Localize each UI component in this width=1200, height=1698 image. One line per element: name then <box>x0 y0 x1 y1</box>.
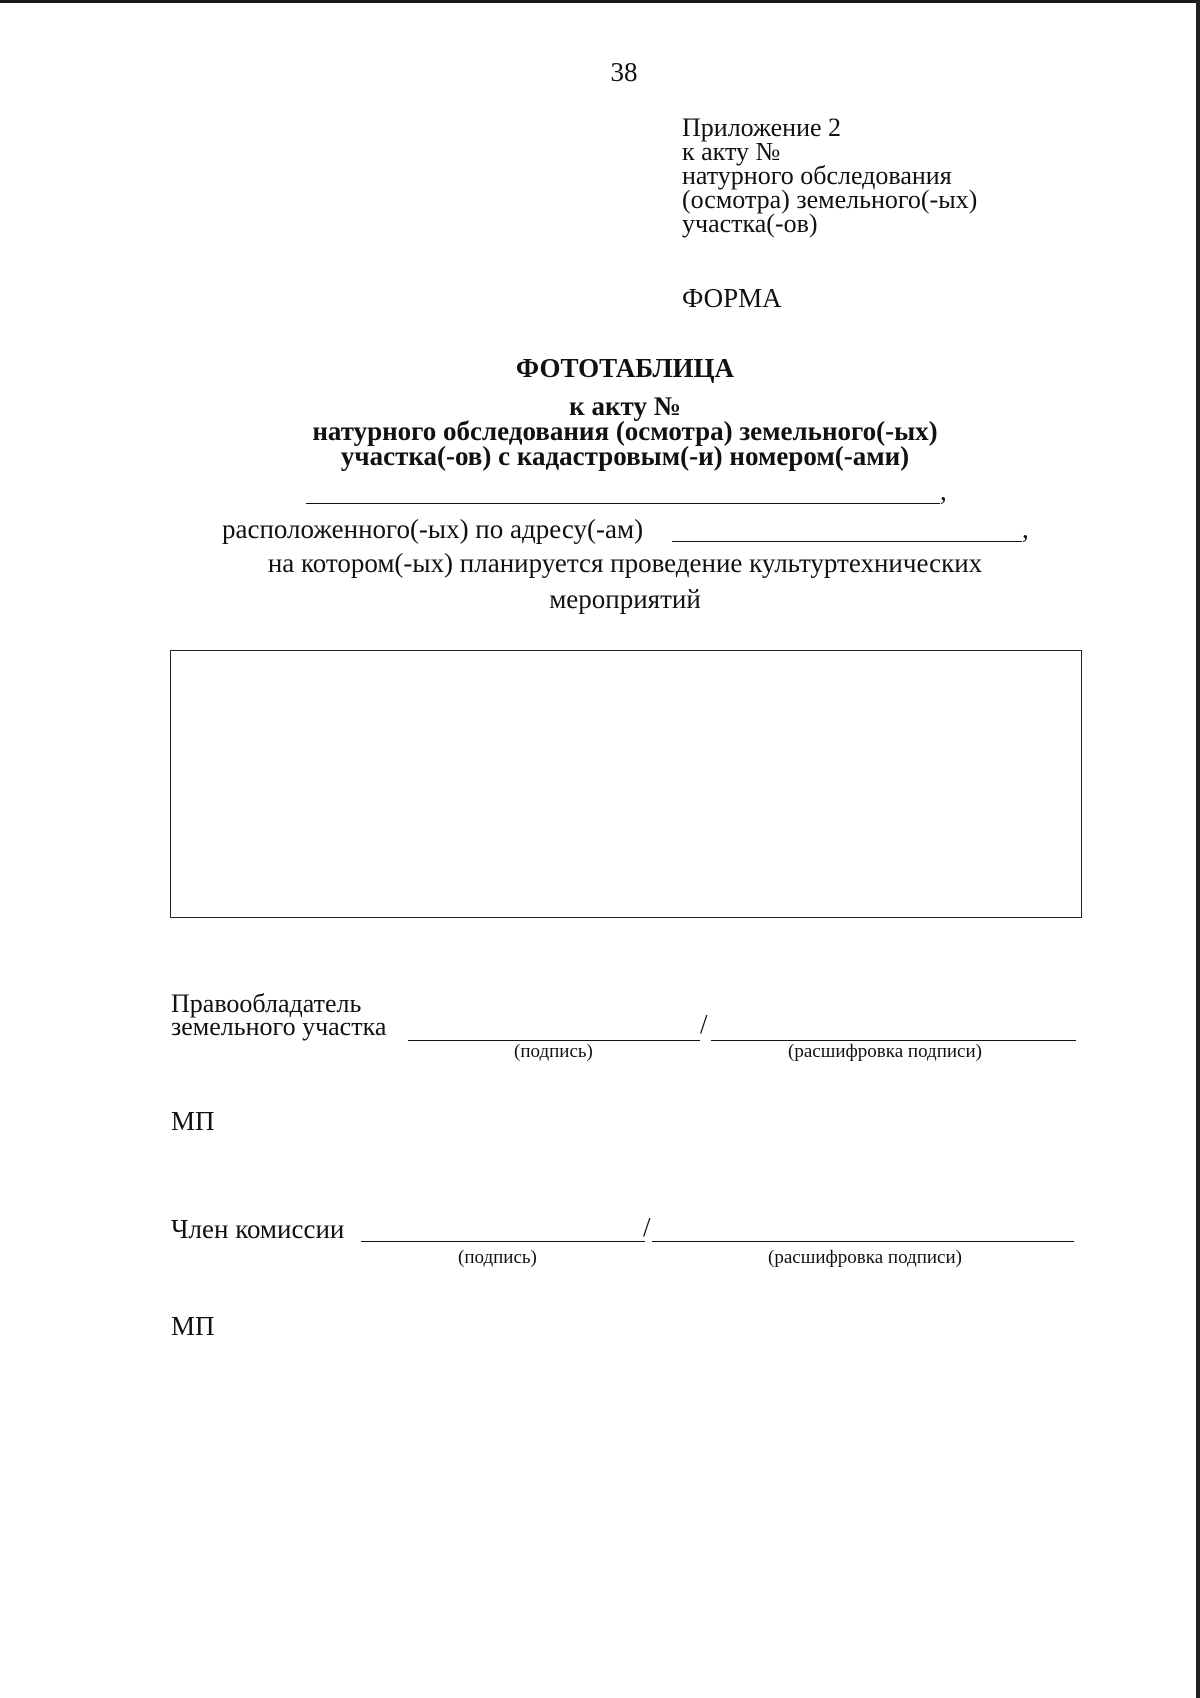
appendix-line: участка(-ов) <box>682 209 818 238</box>
subtitle-line: участка(-ов) с кадастровым(-и) номером(-ами) <box>340 441 910 471</box>
form-label: ФОРМА <box>682 283 782 313</box>
member-decoding-field[interactable] <box>652 1241 1074 1242</box>
address-label: расположенного(-ых) по адресу(-ам) <box>222 514 644 544</box>
appendix-line: к акту № <box>682 137 781 166</box>
purpose-line-1: на котором(-ых) планируется проведение культуртехнических <box>267 548 983 578</box>
page-number: 38 <box>610 57 638 87</box>
address-field[interactable] <box>672 541 1022 542</box>
document-subtitle <box>0 391 1200 471</box>
member-signature-caption: (подпись) <box>458 1247 537 1268</box>
purpose-line-2: мероприятий <box>549 584 701 614</box>
appendix-line: (осмотра) земельного(-ых) <box>682 185 978 214</box>
member-decoding-caption: (расшифровка подписи) <box>768 1247 962 1268</box>
owner-decoding-caption: (расшифровка подписи) <box>788 1041 982 1062</box>
owner-label-line-2: земельного участка <box>171 1012 387 1041</box>
owner-slash: / <box>700 1009 708 1039</box>
stamp-label: МП <box>171 1106 215 1136</box>
appendix-line: натурного обследования <box>682 161 952 190</box>
subtitle-line: к акту № <box>569 391 681 421</box>
cadastral-number-field[interactable] <box>306 503 940 504</box>
subtitle-line: натурного обследования (осмотра) земельного(-ых) <box>312 416 938 446</box>
page-top-edge <box>0 0 1200 3</box>
owner-label-line-1: Правообладатель <box>171 989 362 1018</box>
cadastral-comma: , <box>940 476 947 506</box>
owner-signature-caption: (подпись) <box>514 1041 593 1062</box>
address-comma: , <box>1022 514 1029 544</box>
appendix-line: Приложение 2 <box>682 113 842 142</box>
page-right-edge <box>1196 0 1200 1698</box>
member-signature-field[interactable] <box>361 1241 645 1242</box>
member-label: Член комиссии <box>171 1214 345 1244</box>
photo-placeholder-frame <box>170 650 1082 918</box>
document-title: ФОТОТАБЛИЦА <box>515 353 735 383</box>
member-slash: / <box>643 1212 651 1242</box>
stamp-label: МП <box>171 1311 215 1341</box>
appendix-block <box>682 113 978 238</box>
